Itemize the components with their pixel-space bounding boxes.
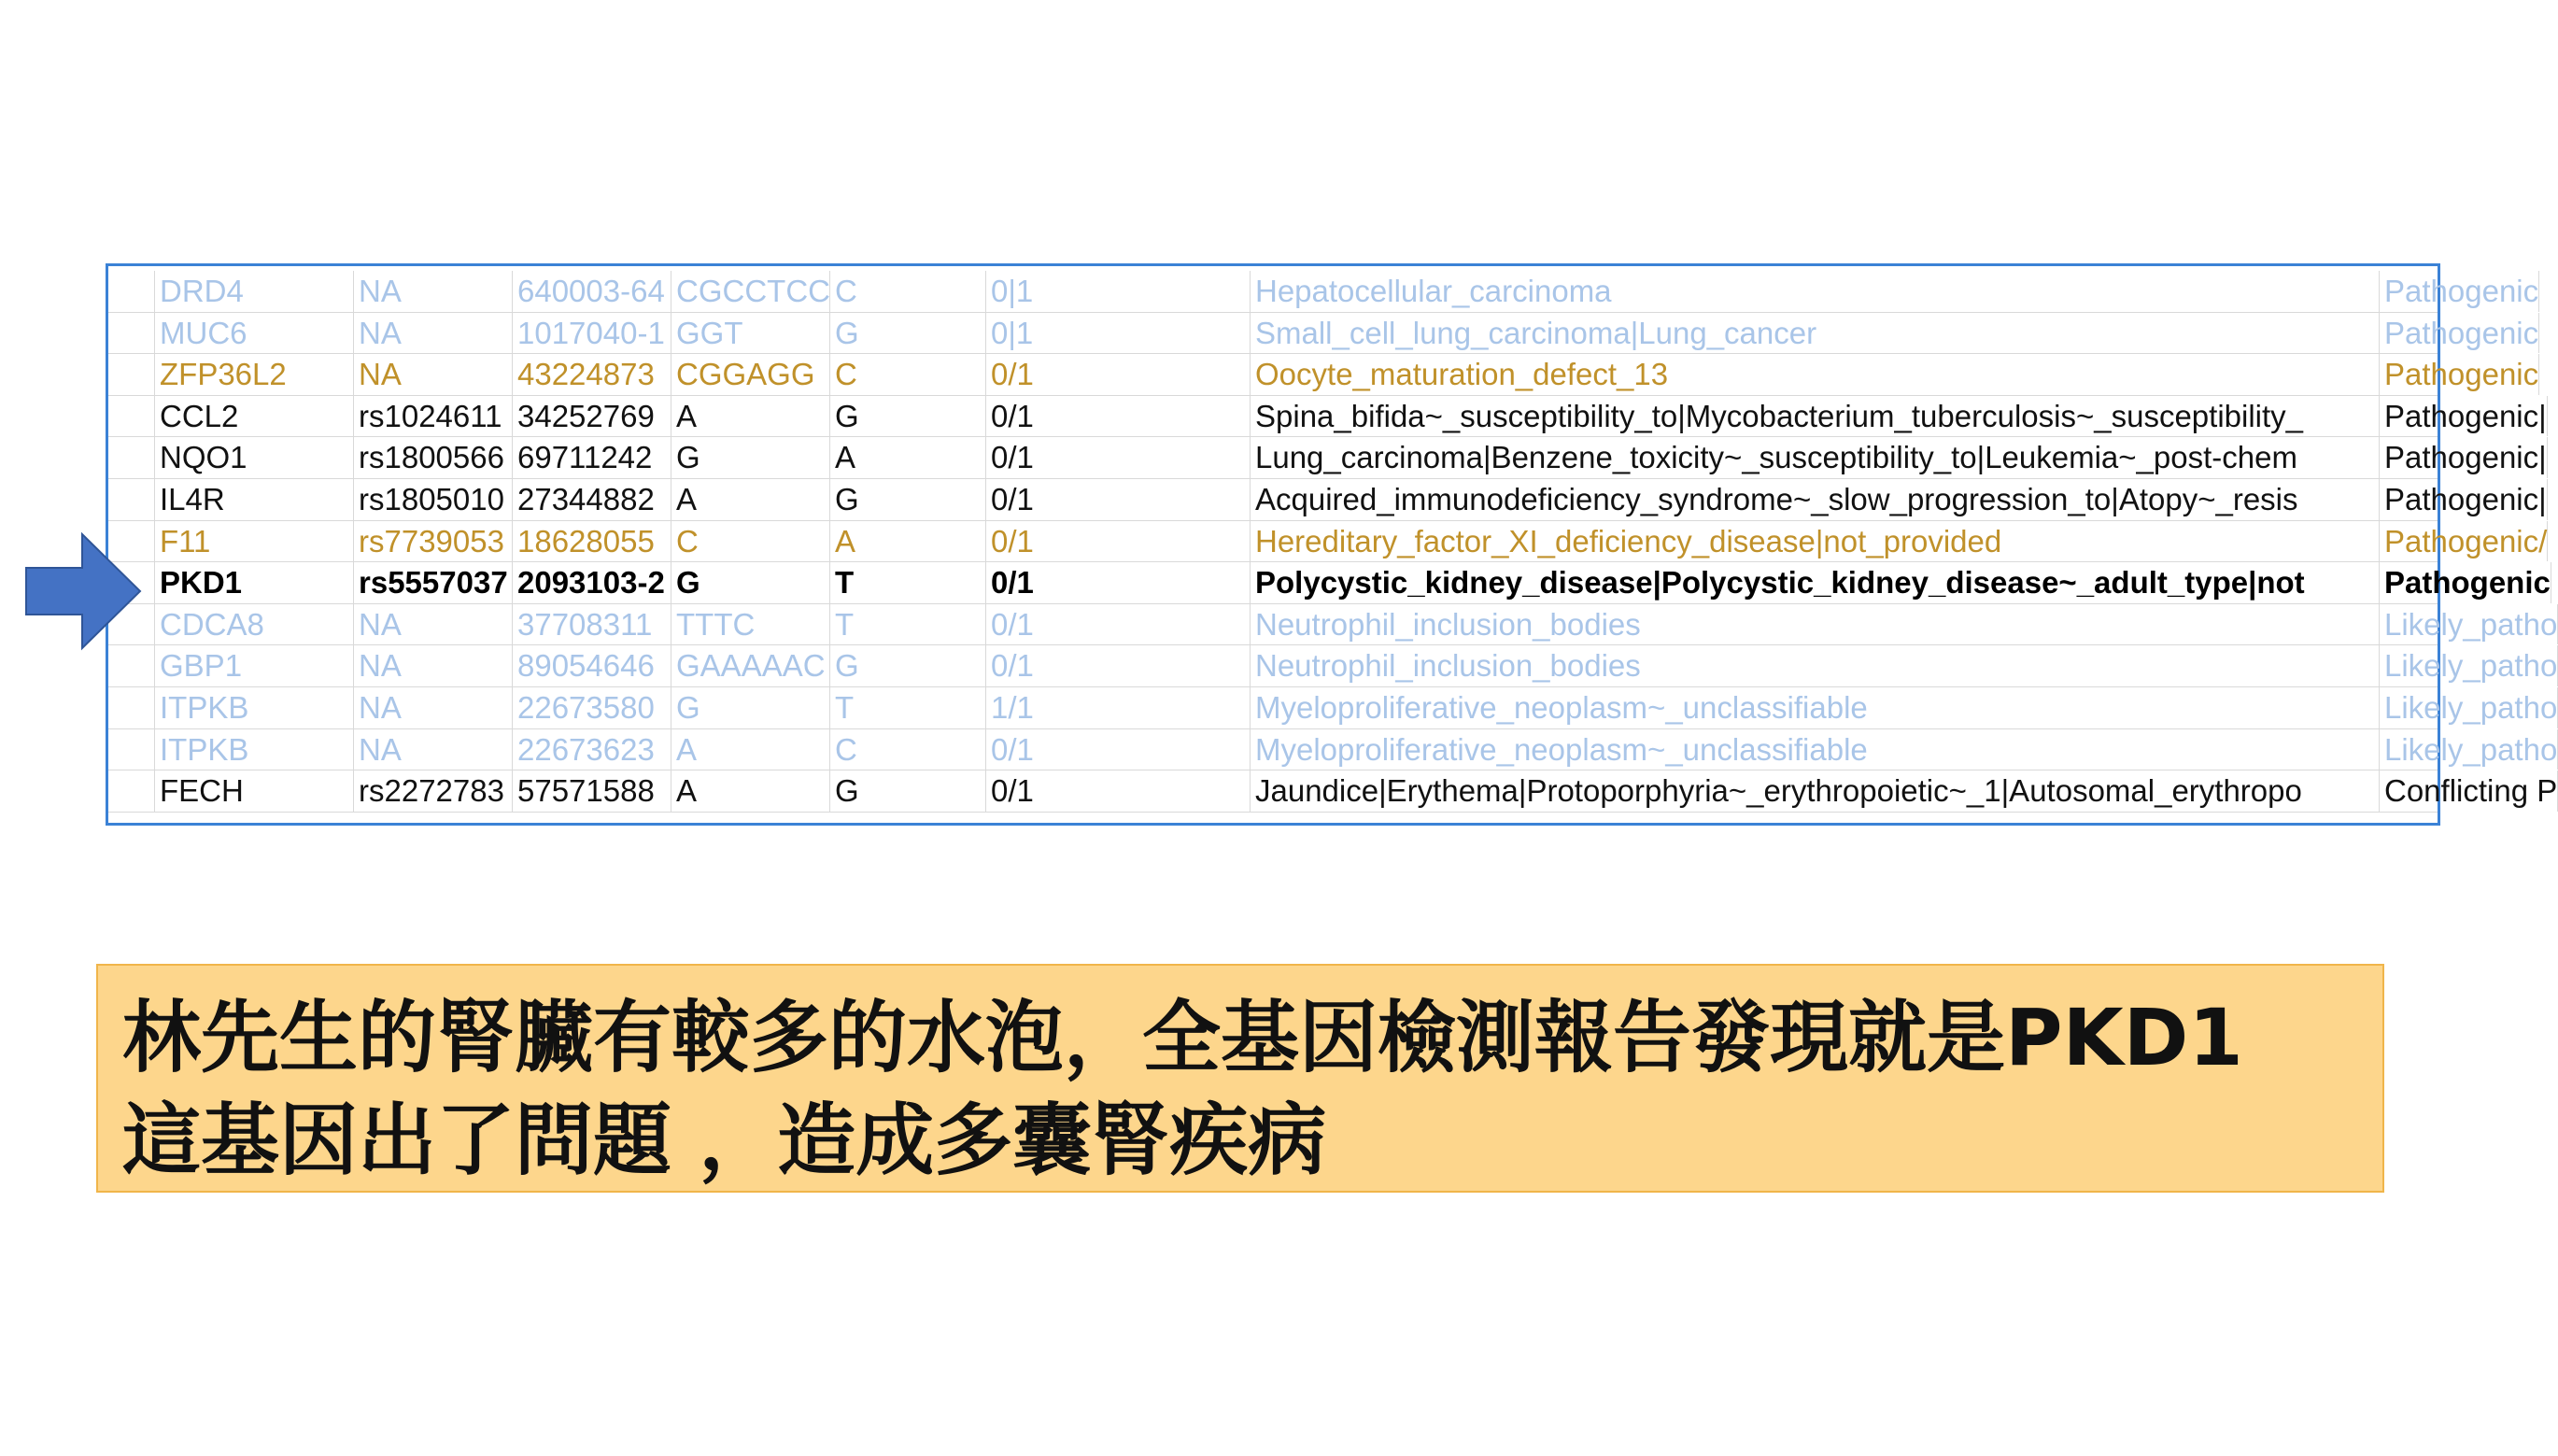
genotype-cell[interactable]: 0|1	[986, 271, 1251, 312]
disease-cell[interactable]: Polycystic_kidney_disease|Polycystic_kidney_disease~_adult_type|not	[1251, 562, 2380, 603]
disease-cell[interactable]: Small_cell_lung_carcinoma|Lung_cancer	[1251, 313, 2380, 354]
table-row[interactable]	[108, 437, 2547, 479]
disease-cell[interactable]: Acquired_immunodeficiency_syndrome~_slow_progression_to|Atopy~_resis	[1251, 479, 2380, 520]
genotype-cell[interactable]: 0/1	[986, 396, 1251, 437]
genotype-cell[interactable]: 0/1	[986, 645, 1251, 686]
rsid-cell[interactable]: rs5557037	[354, 562, 513, 603]
position-cell[interactable]: 22673623	[513, 729, 671, 770]
table-row[interactable]	[108, 604, 2558, 646]
position-cell[interactable]: 2093103-2	[513, 562, 671, 603]
row-gutter[interactable]	[108, 687, 155, 728]
rsid-cell[interactable]: rs2272783	[354, 770, 513, 812]
ref-cell[interactable]: G	[671, 687, 830, 728]
rsid-cell[interactable]: NA	[354, 313, 513, 354]
gene-cell[interactable]: ITPKB	[155, 687, 354, 728]
position-cell[interactable]: 34252769	[513, 396, 671, 437]
ref-cell[interactable]: A	[671, 729, 830, 770]
genotype-cell[interactable]: 0|1	[986, 313, 1251, 354]
gene-cell[interactable]: IL4R	[155, 479, 354, 520]
table-row[interactable]	[108, 729, 2558, 771]
alt-cell[interactable]: G	[830, 770, 986, 812]
rsid-cell[interactable]: NA	[354, 645, 513, 686]
table-row[interactable]	[108, 396, 2547, 438]
position-cell[interactable]: 69711242	[513, 437, 671, 478]
significance-cell[interactable]: Pathogenic	[2380, 313, 2539, 354]
row-gutter[interactable]	[108, 645, 155, 686]
ref-cell[interactable]: C	[671, 521, 830, 562]
disease-cell[interactable]: Neutrophil_inclusion_bodies	[1251, 604, 2380, 645]
row-gutter[interactable]	[108, 354, 155, 395]
significance-cell[interactable]: Likely_patho	[2380, 729, 2558, 770]
table-row[interactable]	[108, 354, 2539, 396]
alt-cell[interactable]: T	[830, 562, 986, 603]
table-row[interactable]	[108, 562, 2551, 604]
table-row[interactable]	[108, 313, 2539, 355]
spreadsheet-table	[106, 263, 2558, 826]
ref-cell[interactable]: A	[671, 479, 830, 520]
gene-cell[interactable]: NQO1	[155, 437, 354, 478]
alt-cell[interactable]: A	[830, 521, 986, 562]
significance-cell[interactable]: Pathogenic	[2380, 271, 2539, 312]
rsid-cell[interactable]: NA	[354, 604, 513, 645]
genotype-cell[interactable]: 0/1	[986, 437, 1251, 478]
significance-cell[interactable]: Pathogenic|	[2380, 437, 2548, 478]
gene-cell[interactable]: DRD4	[155, 271, 354, 312]
genotype-cell[interactable]: 0/1	[986, 479, 1251, 520]
position-cell[interactable]: 640003-64	[513, 271, 671, 312]
significance-cell[interactable]: Pathogenic|	[2380, 396, 2548, 437]
position-cell[interactable]: 18628055	[513, 521, 671, 562]
alt-cell[interactable]: C	[830, 271, 986, 312]
ref-cell[interactable]: CGCCTCC	[671, 271, 830, 312]
position-cell[interactable]: 22673580	[513, 687, 671, 728]
row-gutter[interactable]	[108, 313, 155, 354]
genotype-cell[interactable]: 0/1	[986, 770, 1251, 812]
rsid-cell[interactable]: NA	[354, 687, 513, 728]
genotype-cell[interactable]: 0/1	[986, 521, 1251, 562]
alt-cell[interactable]: C	[830, 354, 986, 395]
significance-cell[interactable]: Conflicting P	[2380, 770, 2558, 812]
ref-cell[interactable]: A	[671, 396, 830, 437]
rsid-cell[interactable]: rs1800566	[354, 437, 513, 478]
alt-cell[interactable]: G	[830, 313, 986, 354]
genotype-cell[interactable]: 0/1	[986, 562, 1251, 603]
alt-cell[interactable]: A	[830, 437, 986, 478]
significance-cell[interactable]: Pathogenic	[2380, 354, 2539, 395]
significance-cell[interactable]: Pathogenic/	[2380, 521, 2548, 562]
genotype-cell[interactable]: 0/1	[986, 604, 1251, 645]
significance-cell[interactable]: Likely_patho	[2380, 645, 2558, 686]
table-row[interactable]	[108, 645, 2558, 687]
significance-cell[interactable]: Likely_patho	[2380, 604, 2558, 645]
gene-cell[interactable]: GBP1	[155, 645, 354, 686]
significance-cell[interactable]: Likely_patho	[2380, 687, 2558, 728]
ref-cell[interactable]: CGGAGG	[671, 354, 830, 395]
gene-cell[interactable]: ZFP36L2	[155, 354, 354, 395]
alt-cell[interactable]: T	[830, 604, 986, 645]
ref-cell[interactable]: G	[671, 562, 830, 603]
table-row[interactable]	[108, 271, 2539, 313]
position-cell[interactable]: 89054646	[513, 645, 671, 686]
position-cell[interactable]: 57571588	[513, 770, 671, 812]
gene-cell[interactable]: PKD1	[155, 562, 354, 603]
position-cell[interactable]: 27344882	[513, 479, 671, 520]
ref-cell[interactable]: TTTC	[671, 604, 830, 645]
table-row[interactable]	[108, 770, 2558, 813]
gene-cell[interactable]: FECH	[155, 770, 354, 812]
disease-cell[interactable]: Spina_bifida~_susceptibility_to|Mycobacterium_tuberculosis~_susceptibility_	[1251, 396, 2380, 437]
significance-cell[interactable]: Pathogenic	[2380, 562, 2551, 603]
position-cell[interactable]: 43224873	[513, 354, 671, 395]
disease-cell[interactable]: Oocyte_maturation_defect_13	[1251, 354, 2380, 395]
caption-line-1: 林先生的腎臟有較多的水泡，全基因檢測報告發現就是PKD1	[122, 992, 2243, 1083]
disease-cell[interactable]: Lung_carcinoma|Benzene_toxicity~_susceptibility_to|Leukemia~_post-chem	[1251, 437, 2380, 478]
gene-cell[interactable]: CCL2	[155, 396, 354, 437]
alt-cell[interactable]: T	[830, 687, 986, 728]
disease-cell[interactable]: Myeloproliferative_neoplasm~_unclassifiable	[1251, 687, 2380, 728]
alt-cell[interactable]: G	[830, 396, 986, 437]
genotype-cell[interactable]: 1/1	[986, 687, 1251, 728]
gene-cell[interactable]: F11	[155, 521, 354, 562]
gene-cell[interactable]: CDCA8	[155, 604, 354, 645]
rsid-cell[interactable]: rs1024611	[354, 396, 513, 437]
table-row[interactable]	[108, 521, 2548, 563]
disease-cell[interactable]: Jaundice|Erythema|Protoporphyria~_erythropoietic~_1|Autosomal_erythropo	[1251, 770, 2380, 812]
row-gutter[interactable]	[108, 479, 155, 520]
disease-cell[interactable]: Neutrophil_inclusion_bodies	[1251, 645, 2380, 686]
rsid-cell[interactable]: NA	[354, 271, 513, 312]
row-gutter[interactable]	[108, 729, 155, 770]
row-gutter[interactable]	[108, 437, 155, 478]
position-cell[interactable]: 37708311	[513, 604, 671, 645]
row-gutter[interactable]	[108, 271, 155, 312]
table-row[interactable]	[108, 687, 2558, 729]
alt-cell[interactable]: C	[830, 729, 986, 770]
ref-cell[interactable]: GGT	[671, 313, 830, 354]
table-row[interactable]	[108, 479, 2547, 521]
rsid-cell[interactable]: rs7739053	[354, 521, 513, 562]
rsid-cell[interactable]: NA	[354, 729, 513, 770]
genotype-cell[interactable]: 0/1	[986, 354, 1251, 395]
right-arrow-icon	[26, 534, 140, 648]
alt-cell[interactable]: G	[830, 479, 986, 520]
disease-cell[interactable]: Hereditary_factor_XI_deficiency_disease|not_provided	[1251, 521, 2380, 562]
alt-cell[interactable]: G	[830, 645, 986, 686]
caption-box	[96, 964, 2384, 1193]
position-cell[interactable]: 1017040-1	[513, 313, 671, 354]
row-gutter[interactable]	[108, 396, 155, 437]
gene-cell[interactable]: ITPKB	[155, 729, 354, 770]
disease-cell[interactable]: Myeloproliferative_neoplasm~_unclassifiable	[1251, 729, 2380, 770]
ref-cell[interactable]: A	[671, 770, 830, 812]
significance-cell[interactable]: Pathogenic|	[2380, 479, 2548, 520]
gene-cell[interactable]: MUC6	[155, 313, 354, 354]
rsid-cell[interactable]: NA	[354, 354, 513, 395]
row-gutter[interactable]	[108, 770, 155, 812]
genotype-cell[interactable]: 0/1	[986, 729, 1251, 770]
disease-cell[interactable]: Hepatocellular_carcinoma	[1251, 271, 2380, 312]
caption-line-2: 這基因出了問題 ，造成多囊腎疾病	[122, 1095, 1327, 1186]
rsid-cell[interactable]: rs1805010	[354, 479, 513, 520]
ref-cell[interactable]: G	[671, 437, 830, 478]
ref-cell[interactable]: GAAAAAC	[671, 645, 830, 686]
